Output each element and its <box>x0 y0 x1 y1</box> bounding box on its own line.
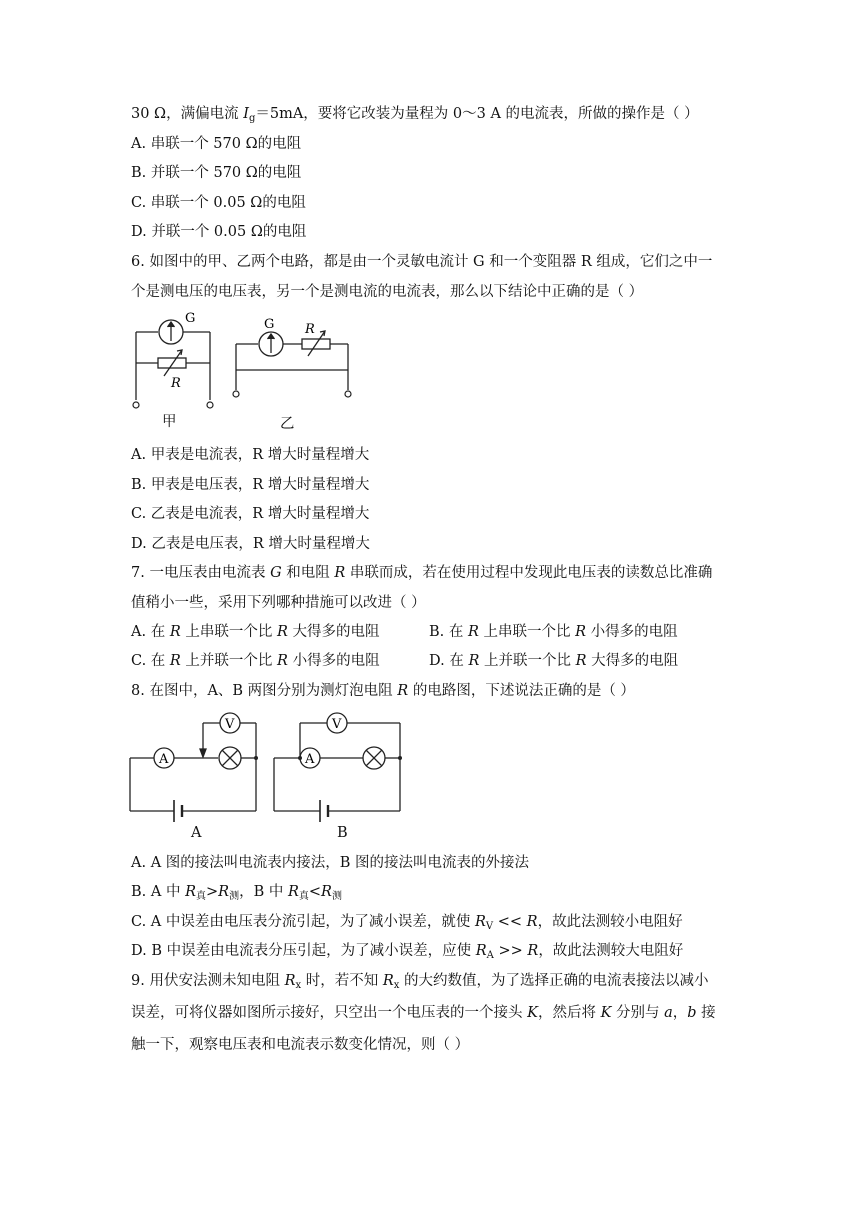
q9-stem-line1: 9. 用伏安法测未知电阻 $R_x$ 时，若不知 $R_x$ 的大约数值，为了选择正确的电流表接法以减小 <box>131 973 709 991</box>
q7-option-a[interactable]: A. 在 R 上串联一个比 R 大得多的电阻 <box>131 624 380 640</box>
q7-option-b[interactable]: B. 在 R 上串联一个比 R 小得多的电阻 <box>429 624 678 640</box>
q7-option-d[interactable]: D. 在 R 上并联一个比 R 大得多的电阻 <box>429 653 679 669</box>
q6-circuit-jia <box>128 310 228 430</box>
q8-circuit-a <box>128 708 268 828</box>
svg-text:A: A <box>159 752 169 767</box>
q6-label-jia: 甲 <box>162 414 177 430</box>
q9-stem-line2: 误差，可将仪器如图所示接好，只空出一个电压表的一个接头 K，然后将 K 分别与 a，b 接 <box>131 1005 716 1021</box>
q6-stem-line1: 6. 如图中的甲、乙两个电路，都是由一个灵敏电流计 G 和一个变阻器 R 组成，它们之中一 <box>131 254 713 270</box>
q6-option-d[interactable]: D. 乙表是电压表，R 增大时量程增大 <box>131 536 370 552</box>
q5-option-b[interactable]: B. 并联一个 570 Ω的电阻 <box>131 165 302 181</box>
q6-label-yi: 乙 <box>280 416 295 432</box>
q7-option-c[interactable]: C. 在 R 上并联一个比 R 小得多的电阻 <box>131 653 380 669</box>
q7-stem-line2: 值稍小一些，采用下列哪种措施可以改进（ ） <box>131 595 426 611</box>
svg-text:G: G <box>185 311 196 326</box>
q6-stem-line2: 个是测电压的电压表，另一个是测电流的电流表，那么以下结论中正确的是（ ） <box>131 284 644 300</box>
q8-stem: 8. 在图中，A、B 两图分别为测灯泡电阻 R 的电路图，下述说法正确的是（ ） <box>131 683 635 699</box>
q8-option-a[interactable]: A. A 图的接法叫电流表内接法，B 图的接法叫电流表的外接法 <box>131 855 530 871</box>
q8-label-b: B <box>337 825 348 841</box>
q5-option-d[interactable]: D. 并联一个 0.05 Ω的电阻 <box>131 224 307 240</box>
svg-text:A: A <box>305 752 315 767</box>
q8-circuit-b <box>272 708 412 828</box>
svg-text:R: R <box>171 376 181 391</box>
svg-text:G: G <box>264 317 275 332</box>
q6-option-c[interactable]: C. 乙表是电流表，R 增大时量程增大 <box>131 506 370 522</box>
q5-option-c[interactable]: C. 串联一个 0.05 Ω的电阻 <box>131 195 306 211</box>
q8-option-c[interactable]: C. A 中误差由电压表分流引起，为了减小误差，就使 $R_V << R$，故此法测较小电阻好 <box>131 914 683 932</box>
q9-stem-line3: 触一下，观察电压表和电流表示数变化情况，则（ ） <box>131 1037 470 1053</box>
q6-circuit-yi <box>228 314 358 414</box>
q8-option-d[interactable]: D. B 中误差由电流表分压引起，为了减小误差，应使 $R_A >> R$，故此法测较大电阻好 <box>131 943 684 961</box>
q6-option-a[interactable]: A. 甲表是电流表，R 增大时量程增大 <box>131 447 370 463</box>
q6-option-b[interactable]: B. 甲表是电压表，R 增大时量程增大 <box>131 477 370 493</box>
q5-option-a[interactable]: A. 串联一个 570 Ω的电阻 <box>131 136 302 152</box>
q5-stem: 30 Ω，满偏电流 $I_g=5mA$，要将它改装为量程为 0～3 A 的电流表，所做的操作是（ ） <box>131 106 699 124</box>
svg-text:V: V <box>332 717 342 732</box>
q8-label-a: A <box>191 825 202 841</box>
svg-text:R: R <box>305 322 315 337</box>
q8-option-b[interactable]: B. A 中 $R_真>R_测$，B 中 $R_真<R_测$ <box>131 884 342 902</box>
q7-stem-line1: 7. 一电压表由电流表 G 和电阻 R 串联而成，若在使用过程中发现此电压表的读数总比准确 <box>131 565 713 581</box>
svg-text:V: V <box>225 717 235 732</box>
